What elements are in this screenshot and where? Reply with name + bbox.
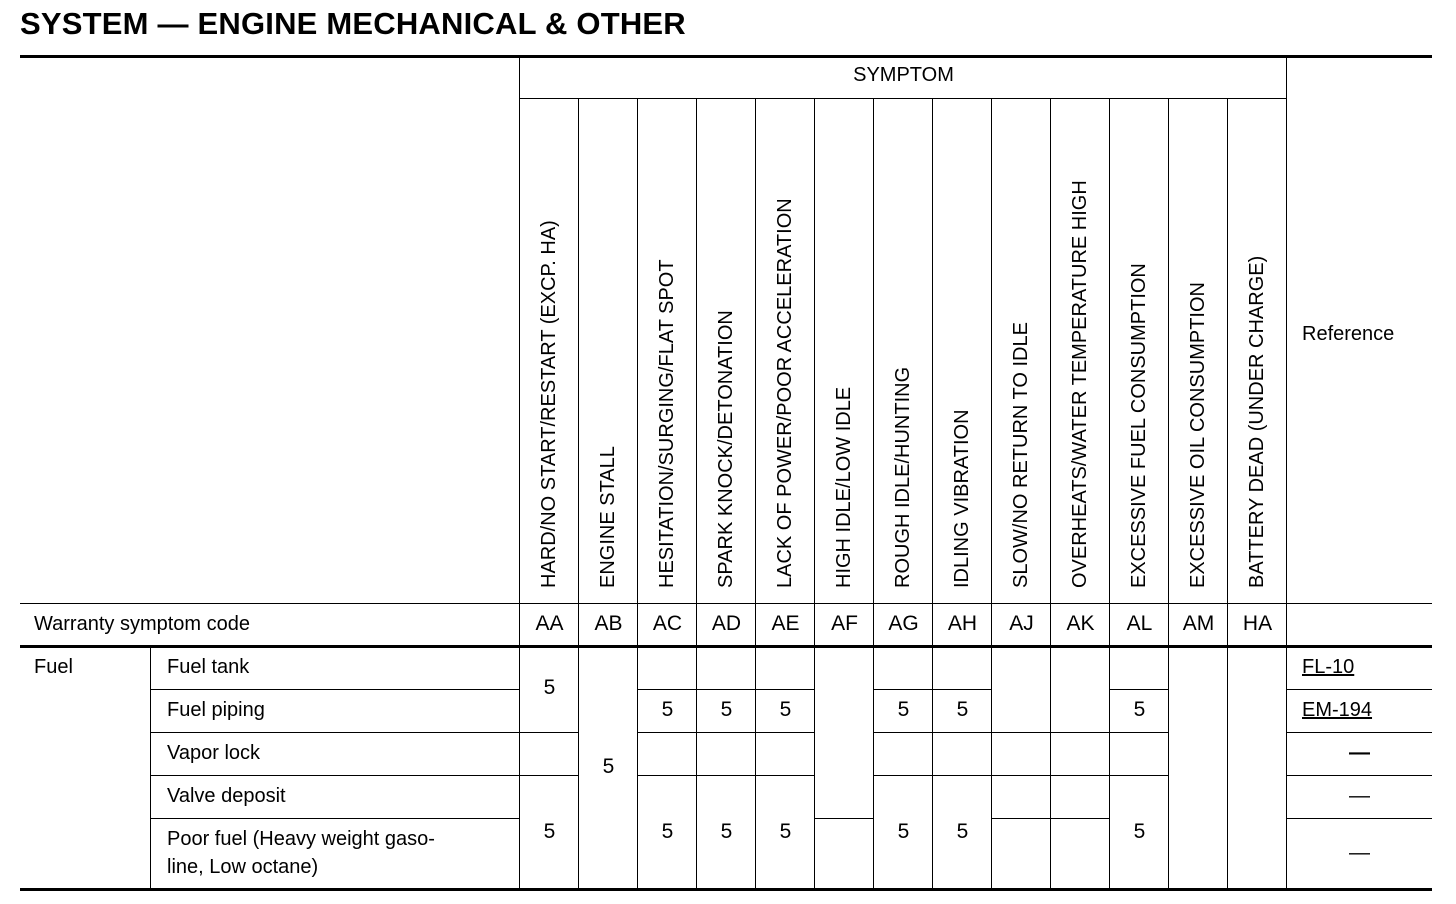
symptom-header-ac: HESITATION/SURGING/FLAT SPOT <box>656 259 678 588</box>
code-ad: AD <box>711 612 742 635</box>
cell-value: 5 <box>897 820 910 843</box>
row-rule <box>151 732 578 733</box>
cell-value: 5 <box>956 698 969 721</box>
row-item-fuel-piping: Fuel piping <box>167 699 265 721</box>
symptom-header: SYMPTOM <box>853 64 954 86</box>
code-row-rule <box>20 645 1432 648</box>
group-label: Fuel <box>34 656 73 678</box>
col-divider <box>519 56 520 889</box>
page-title: SYSTEM — ENGINE MECHANICAL & OTHER <box>20 6 686 41</box>
row-rule <box>151 689 520 690</box>
row-rule <box>874 732 1169 733</box>
row-rule <box>638 689 815 690</box>
reference-dash: — <box>1349 741 1370 764</box>
row-item-poor-fuel-line2: line, Low octane) <box>167 856 319 878</box>
cell-value: 5 <box>1133 820 1146 843</box>
code-ae: AE <box>771 612 800 635</box>
row-item-vapor-lock: Vapor lock <box>167 742 261 764</box>
cell-value: 5 <box>779 820 792 843</box>
symptom-header-aj: SLOW/NO RETURN TO IDLE <box>1010 322 1032 588</box>
row-rule <box>151 775 578 776</box>
row-item-valve-deposit: Valve deposit <box>167 785 286 807</box>
cell-value: 5 <box>661 698 674 721</box>
table-top-rule <box>20 55 1432 58</box>
code-ac: AC <box>652 612 683 635</box>
row-rule <box>1287 732 1432 733</box>
row-rule <box>874 689 992 690</box>
col-divider <box>696 98 697 889</box>
warranty-label: Warranty symptom code <box>34 613 250 635</box>
cell-value: 5 <box>543 676 556 699</box>
reference-link-fl-10[interactable]: FL-10 <box>1302 656 1355 678</box>
cell-value: 5 <box>543 820 556 843</box>
symptom-header-ha: BATTERY DEAD (UNDER CHARGE) <box>1246 255 1268 588</box>
row-rule <box>151 818 520 819</box>
row-item-fuel-tank: Fuel tank <box>167 656 250 678</box>
col-divider <box>814 98 815 889</box>
row-rule <box>638 732 815 733</box>
cell-value: 5 <box>956 820 969 843</box>
code-al: AL <box>1126 612 1153 635</box>
symptom-header-ag: ROUGH IDLE/HUNTING <box>892 366 914 588</box>
symptom-header-ah: IDLING VIBRATION <box>951 409 973 588</box>
row-rule <box>1287 775 1432 776</box>
reference-dash: — <box>1349 841 1370 864</box>
row-rule <box>992 818 1110 819</box>
row-rule <box>815 818 874 819</box>
symptom-header-ab: ENGINE STALL <box>597 446 619 588</box>
symptom-header-aa: HARD/NO START/RESTART (EXCP. HA) <box>538 220 560 588</box>
code-ha: HA <box>1242 612 1273 635</box>
table-bottom-rule <box>20 888 1432 891</box>
col-divider <box>1227 98 1228 889</box>
reference-dash: — <box>1349 784 1370 807</box>
code-ag: AG <box>888 612 919 635</box>
code-ah: AH <box>947 612 978 635</box>
col-divider <box>991 98 992 889</box>
reference-link-em-194[interactable]: EM-194 <box>1302 699 1373 721</box>
cell-value: 5 <box>779 698 792 721</box>
col-divider <box>1050 98 1051 889</box>
cell-value: 5 <box>602 755 615 778</box>
code-ak: AK <box>1066 612 1095 635</box>
group-divider <box>150 647 151 889</box>
symptom-header-ak: OVERHEATS/WATER TEMPERATURE HIGH <box>1069 180 1091 588</box>
header-bottom-rule <box>20 603 1432 604</box>
code-af: AF <box>831 612 858 635</box>
row-rule <box>874 775 1169 776</box>
code-am: AM <box>1182 612 1215 635</box>
code-aa: AA <box>535 612 564 635</box>
col-divider <box>873 98 874 889</box>
code-ab: AB <box>594 612 623 635</box>
cell-value: 5 <box>1133 698 1146 721</box>
symptom-header-af: HIGH IDLE/LOW IDLE <box>833 386 855 588</box>
symptom-header-ae: LACK OF POWER/POOR ACCELERATION <box>774 198 796 588</box>
col-divider <box>1109 98 1110 889</box>
symptom-header-al: EXCESSIVE FUEL CONSUMPTION <box>1128 263 1150 588</box>
cell-value: 5 <box>661 820 674 843</box>
row-rule <box>1287 818 1432 819</box>
symptom-header-ad: SPARK KNOCK/DETONATION <box>715 310 737 588</box>
reference-header: Reference <box>1302 323 1395 345</box>
code-aj: AJ <box>1009 612 1034 635</box>
cell-value: 5 <box>897 698 910 721</box>
cell-value: 5 <box>720 698 733 721</box>
symptom-header-am: EXCESSIVE OIL CONSUMPTION <box>1187 282 1209 588</box>
symptom-header-rule <box>520 98 1287 99</box>
row-rule <box>1110 689 1169 690</box>
col-divider <box>932 98 933 889</box>
row-rule <box>638 775 815 776</box>
row-rule <box>1287 689 1432 690</box>
row-item-poor-fuel: Poor fuel (Heavy weight gaso- <box>167 828 435 850</box>
col-divider <box>755 98 756 889</box>
col-divider <box>1168 98 1169 889</box>
cell-value: 5 <box>720 820 733 843</box>
